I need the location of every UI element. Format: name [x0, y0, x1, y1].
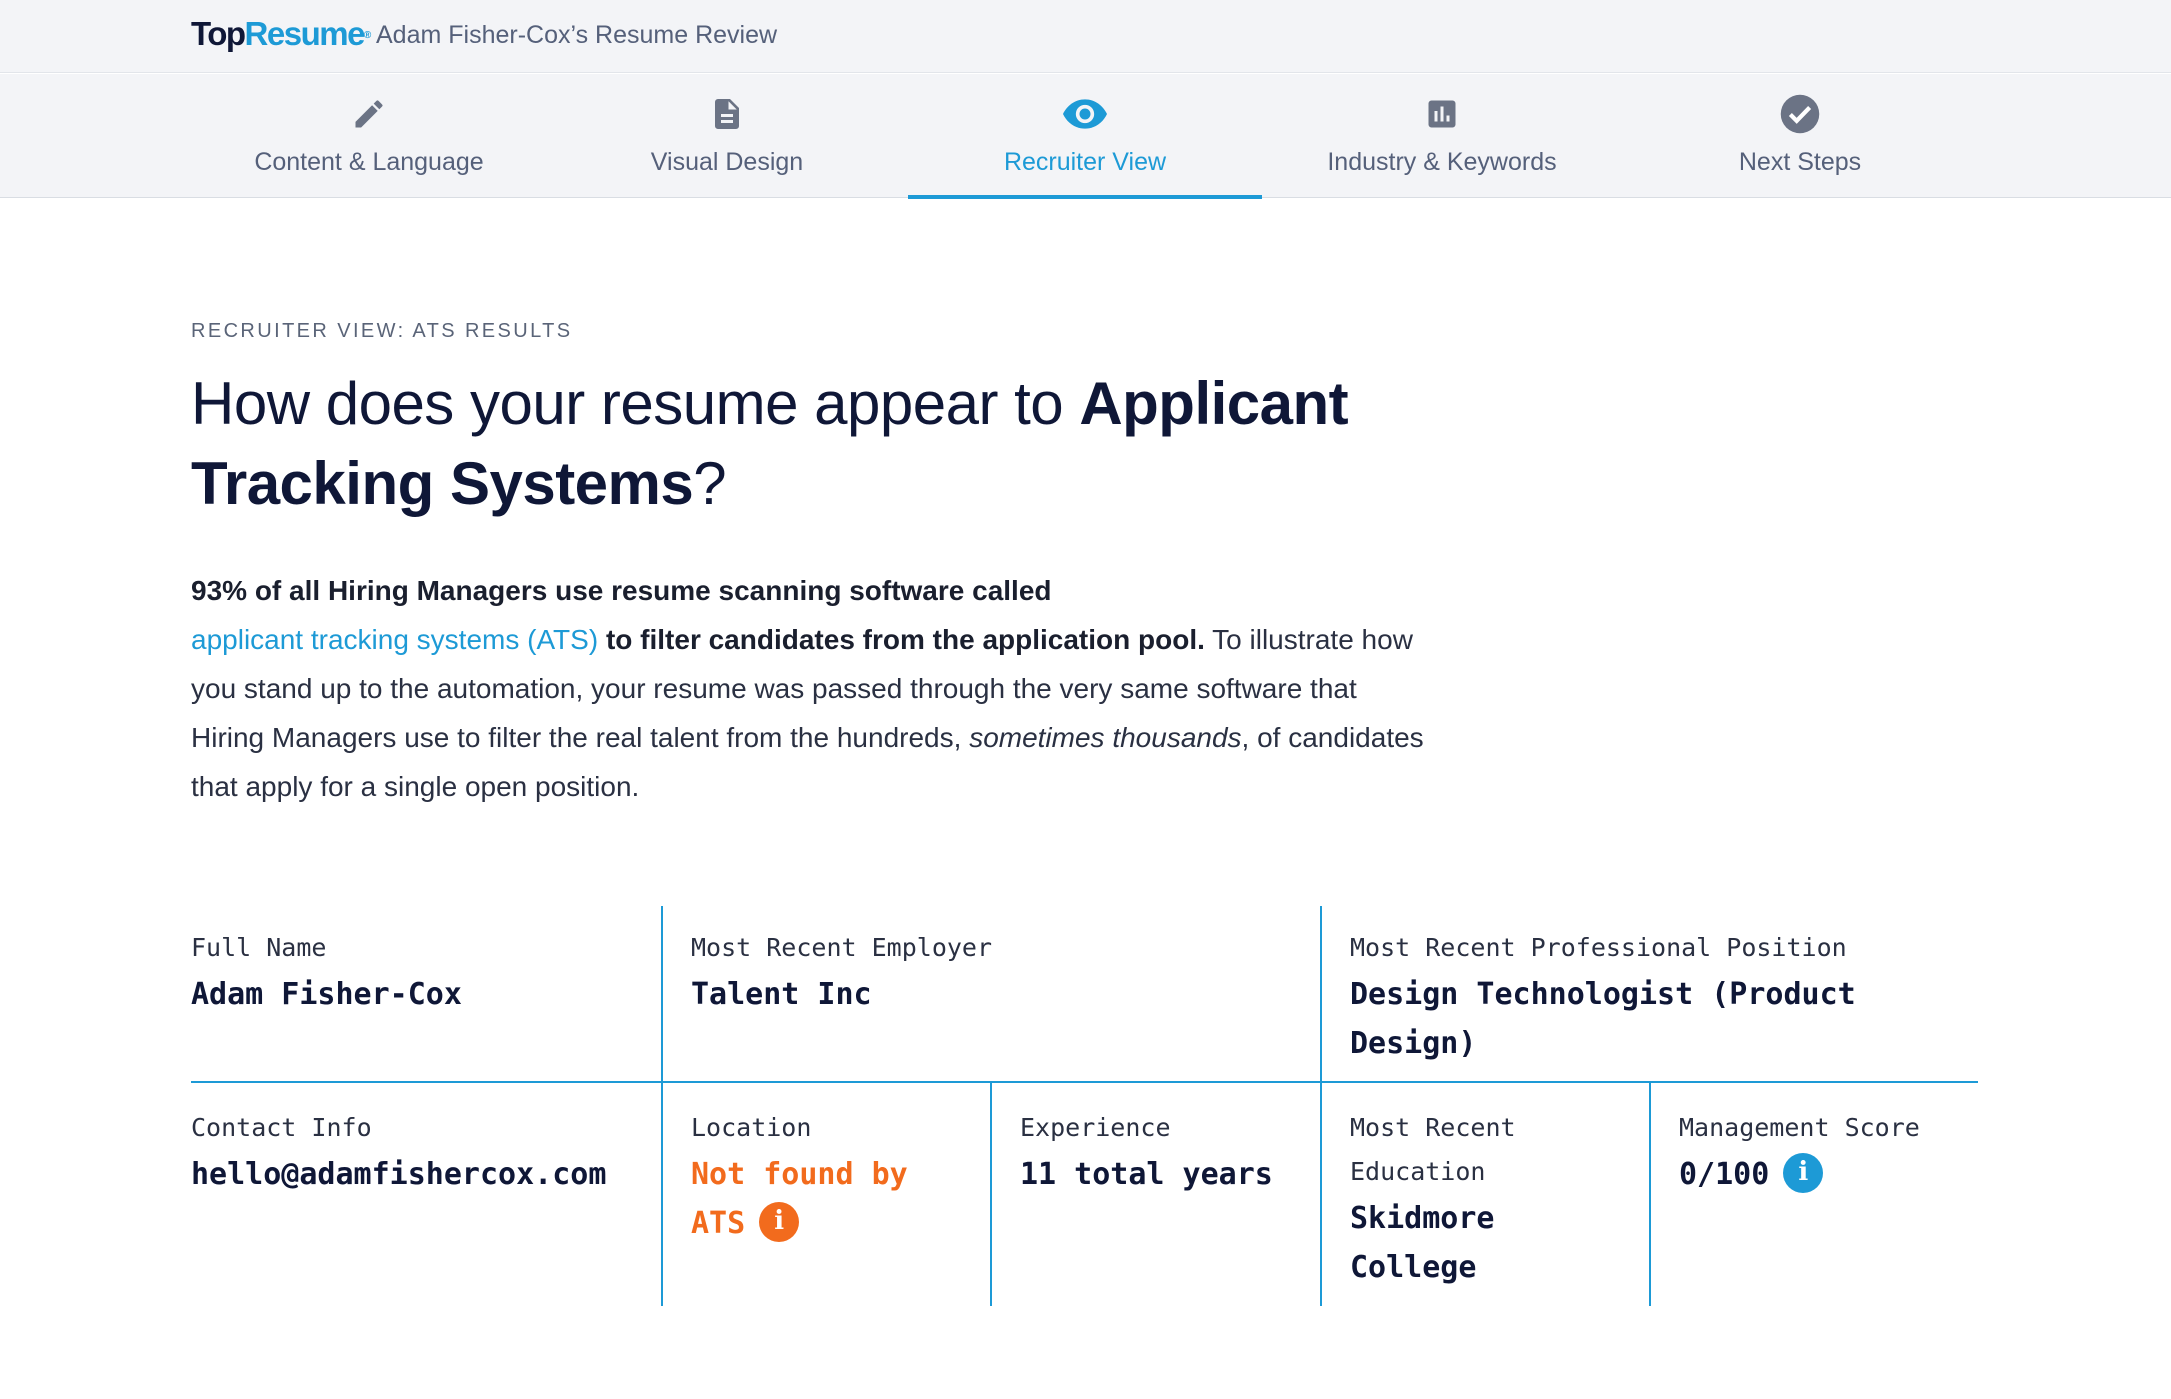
field-label: Experience	[1020, 1113, 1171, 1142]
ats-most-recent-employer	[691, 926, 1291, 1019]
check-circle-icon	[1778, 92, 1822, 136]
review-title: Adam Fisher-Cox’s Resume Review	[376, 21, 778, 49]
field-label: Management Score	[1679, 1113, 1920, 1142]
ats-most-recent-education	[1350, 1106, 1550, 1292]
location-value-text: Not found by ATS	[691, 1157, 908, 1241]
grid-divider	[1649, 1082, 1651, 1306]
field-label: Contact Info	[191, 1113, 372, 1142]
intro-italic-text: sometimes thousands	[969, 722, 1242, 753]
tab-visual-design[interactable]	[588, 74, 866, 198]
topresume-logo[interactable]	[191, 14, 371, 54]
document-icon	[705, 92, 749, 136]
field-value: Talent Inc	[691, 977, 872, 1012]
grid-divider	[661, 906, 663, 1306]
grid-divider	[990, 1082, 992, 1306]
tab-recruiter-view[interactable]	[908, 74, 1262, 198]
ats-management-score	[1679, 1106, 1979, 1199]
ats-contact-info	[191, 1106, 651, 1199]
field-label: Location	[691, 1113, 812, 1142]
tab-label: Visual Design	[650, 148, 804, 176]
ats-most-recent-position	[1350, 926, 1950, 1068]
tab-label: Next Steps	[1738, 148, 1862, 176]
intro-body-text-end: , of candidates that apply for a single open position.	[191, 722, 1424, 802]
field-value: Design Technologist (Product Design)	[1350, 977, 1856, 1061]
intro-stat-text: 93% of all Hiring Managers use resume scanning software called	[191, 575, 1052, 606]
eye-icon	[1063, 92, 1107, 136]
intro-paragraph	[191, 566, 1431, 811]
tab-label: Recruiter View	[1003, 148, 1167, 176]
ats-experience	[1020, 1106, 1310, 1199]
bar-chart-icon	[1420, 92, 1464, 136]
ats-full-name	[191, 926, 651, 1019]
field-label: Full Name	[191, 933, 327, 962]
tab-navigation	[0, 74, 2171, 198]
field-label: Most Recent Education	[1350, 1113, 1516, 1186]
ats-location	[691, 1106, 971, 1248]
headline-question-mark: ?	[693, 450, 727, 517]
info-icon[interactable]: i	[759, 1202, 799, 1242]
intro-body-text: To illustrate how you stand up to the automation, your resume was passed through the very same software that Hiring Managers use to filter the real talent from the hundreds,	[191, 624, 1413, 753]
logo-resume-text: Resume	[244, 15, 364, 52]
field-value	[1679, 1150, 1979, 1199]
headline-text: How does your resume appear to	[191, 370, 1080, 437]
tab-label: Content & Language	[254, 148, 484, 176]
ats-results-grid	[191, 906, 1978, 1306]
ats-link[interactable]: applicant tracking systems (ATS)	[191, 624, 599, 655]
headline-emphasis: Applicant Tracking Systems	[191, 370, 1349, 517]
field-value: Skidmore College	[1350, 1201, 1495, 1285]
tab-industry-keywords[interactable]	[1292, 74, 1592, 198]
tab-next-steps[interactable]	[1660, 74, 1940, 198]
top-header	[0, 0, 2171, 73]
tab-content-language[interactable]	[230, 74, 508, 198]
grid-divider	[1320, 906, 1322, 1306]
tab-label: Industry & Keywords	[1327, 148, 1557, 176]
section-eyebrow: RECRUITER VIEW: ATS RESULTS	[191, 320, 573, 342]
field-label: Most Recent Professional Position	[1350, 933, 1847, 962]
info-icon[interactable]: i	[1783, 1153, 1823, 1193]
logo-top-text: Top	[191, 15, 245, 52]
active-tab-indicator	[908, 195, 1262, 199]
field-value: 11 total years	[1020, 1157, 1273, 1192]
field-value	[691, 1150, 971, 1248]
field-value: Adam Fisher-Cox	[191, 977, 462, 1012]
pencil-icon	[347, 92, 391, 136]
page-headline	[191, 364, 1491, 524]
field-label: Most Recent Employer	[691, 933, 993, 962]
management-score-value: 0/100	[1679, 1157, 1770, 1192]
logo-registered-mark: ®	[363, 30, 372, 41]
intro-bold-text: to filter candidates from the application pool.	[598, 624, 1205, 655]
grid-row-divider	[191, 1081, 1978, 1083]
field-value: hello@adamfishercox.com	[191, 1157, 607, 1192]
